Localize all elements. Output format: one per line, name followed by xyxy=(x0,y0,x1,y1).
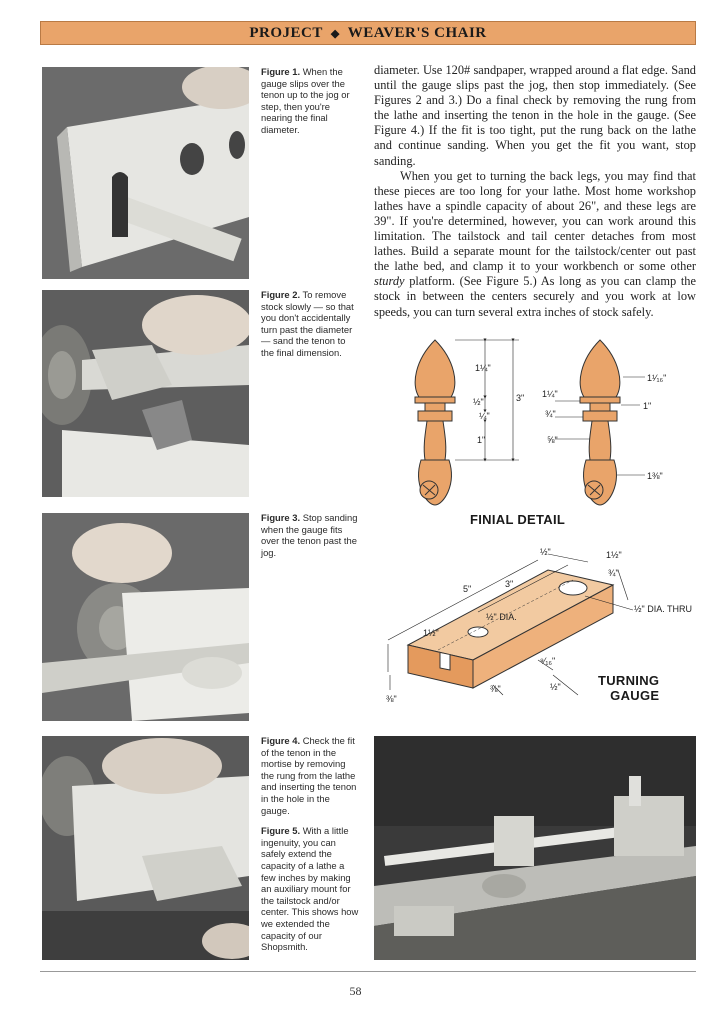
figure-label: Figure 5. xyxy=(261,825,301,837)
svg-text:⁹⁄₁₆": ⁹⁄₁₆" xyxy=(540,656,556,666)
caption-text: Stop sanding when the gauge fits over the tenon past the jog. xyxy=(261,512,358,558)
body-paragraph-2: When you get to turning the back legs, you may find that these pieces are too long for your lathe. Most home workshop lathes have a spindle capacity of about 26", and these legs are 39". If you're determined, however, you can work around this limitation. The tailstock and tail center detaches from most lathes. Build a separate mount for the tailstock/center out past the lathe bed, and clamp it to your workbench or some other sturdy platform. (See Figure 5.) As long as you can clamp the stock in between the centers securely and you work at low speeds, you can turn several extra inches of stock safely. xyxy=(374,168,696,319)
svg-text:½": ½" xyxy=(473,397,484,407)
figure-label: Figure 2. xyxy=(261,289,301,300)
figure-2-caption xyxy=(261,289,361,368)
svg-text:½": ½" xyxy=(550,682,561,692)
figure-label: Figure 1. xyxy=(261,66,301,77)
svg-text:½" DIA. THRU: ½" DIA. THRU xyxy=(634,604,693,614)
figure-label: Figure 3. xyxy=(261,512,301,523)
svg-text:⅜": ⅜" xyxy=(490,684,501,694)
figure-label: Figure 4. xyxy=(261,735,301,746)
figure-3-caption xyxy=(261,512,361,567)
figure-1-caption xyxy=(261,66,361,145)
svg-text:1½": 1½" xyxy=(423,628,439,638)
body-text xyxy=(374,63,696,320)
svg-text:1¼": 1¼" xyxy=(475,363,491,373)
figure-1-photo xyxy=(42,67,249,279)
svg-text:¼": ¼" xyxy=(479,411,490,421)
svg-text:1¼": 1¼" xyxy=(542,389,558,399)
svg-text:5": 5" xyxy=(463,584,472,594)
project-label: PROJECT xyxy=(249,24,323,41)
svg-text:½": ½" xyxy=(540,547,551,557)
footer-rule xyxy=(40,971,696,972)
caption-text: To remove stock slowly — so that you don't accidentally turn past the diameter — sand the tenon to the final dimension. xyxy=(261,289,354,358)
finial-right xyxy=(580,340,620,505)
figure-4-photo xyxy=(42,736,249,960)
svg-text:3": 3" xyxy=(516,393,525,403)
turning-gauge-title: TURNING GAUGE xyxy=(598,673,660,703)
header-bar xyxy=(40,21,696,45)
project-title: WEAVER'S CHAIR xyxy=(347,24,487,41)
caption-text: With a little ingenuity, you can safely extend the capacity of a lathe a few inches by making an auxiliary mount for the tailstock and/or center. This shows how we extended the capacity of our Shopsmith. xyxy=(261,825,359,953)
svg-text:1": 1" xyxy=(477,435,486,445)
header-title xyxy=(249,25,486,42)
finial-detail-diagram xyxy=(385,335,695,515)
svg-text:1⅜": 1⅜" xyxy=(647,471,663,481)
caption-text: Check the fit of the tenon in the mortise by removing the rung from the lathe and inserting the tenon in the hole in the gauge. xyxy=(261,735,357,816)
svg-text:3": 3" xyxy=(505,579,514,589)
finial-left xyxy=(415,340,455,505)
svg-text:1¹⁄₁₆": 1¹⁄₁₆" xyxy=(647,373,667,383)
page-number: 58 xyxy=(349,984,362,998)
svg-text:1": 1" xyxy=(643,401,652,411)
body-paragraph-1: diameter. Use 120# sandpaper, wrapped around a flat edge. Sand until the gauge slips past the jog, then stop immediately. (See Figures 2 and 3.) Do a final check by removing the rung from the lathe and inserting the tenon in the hole in the gauge. (See Figure 4.) If the fit is too tight, put the rung back on the lathe and continue sanding. When you get the fit you want, stop sanding. xyxy=(374,63,696,168)
svg-text:⅜": ⅜" xyxy=(386,694,397,704)
diamond-icon: ◆ xyxy=(330,27,340,40)
figure-2-photo xyxy=(42,290,249,497)
svg-text:1½": 1½" xyxy=(606,550,622,560)
svg-text:½" DIA.: ½" DIA. xyxy=(486,612,517,622)
svg-text:¾": ¾" xyxy=(545,409,556,419)
caption-text: When the gauge slips over the tenon up to the jog or step, then you're nearing the final diameter. xyxy=(261,66,350,135)
finial-detail-title: FINIAL DETAIL xyxy=(470,512,566,527)
svg-text:⅝": ⅝" xyxy=(547,435,558,445)
figure-5-photo xyxy=(374,736,696,960)
figure-4-5-caption xyxy=(261,735,361,962)
svg-text:¾": ¾" xyxy=(608,568,619,578)
figure-3-photo xyxy=(42,513,249,721)
